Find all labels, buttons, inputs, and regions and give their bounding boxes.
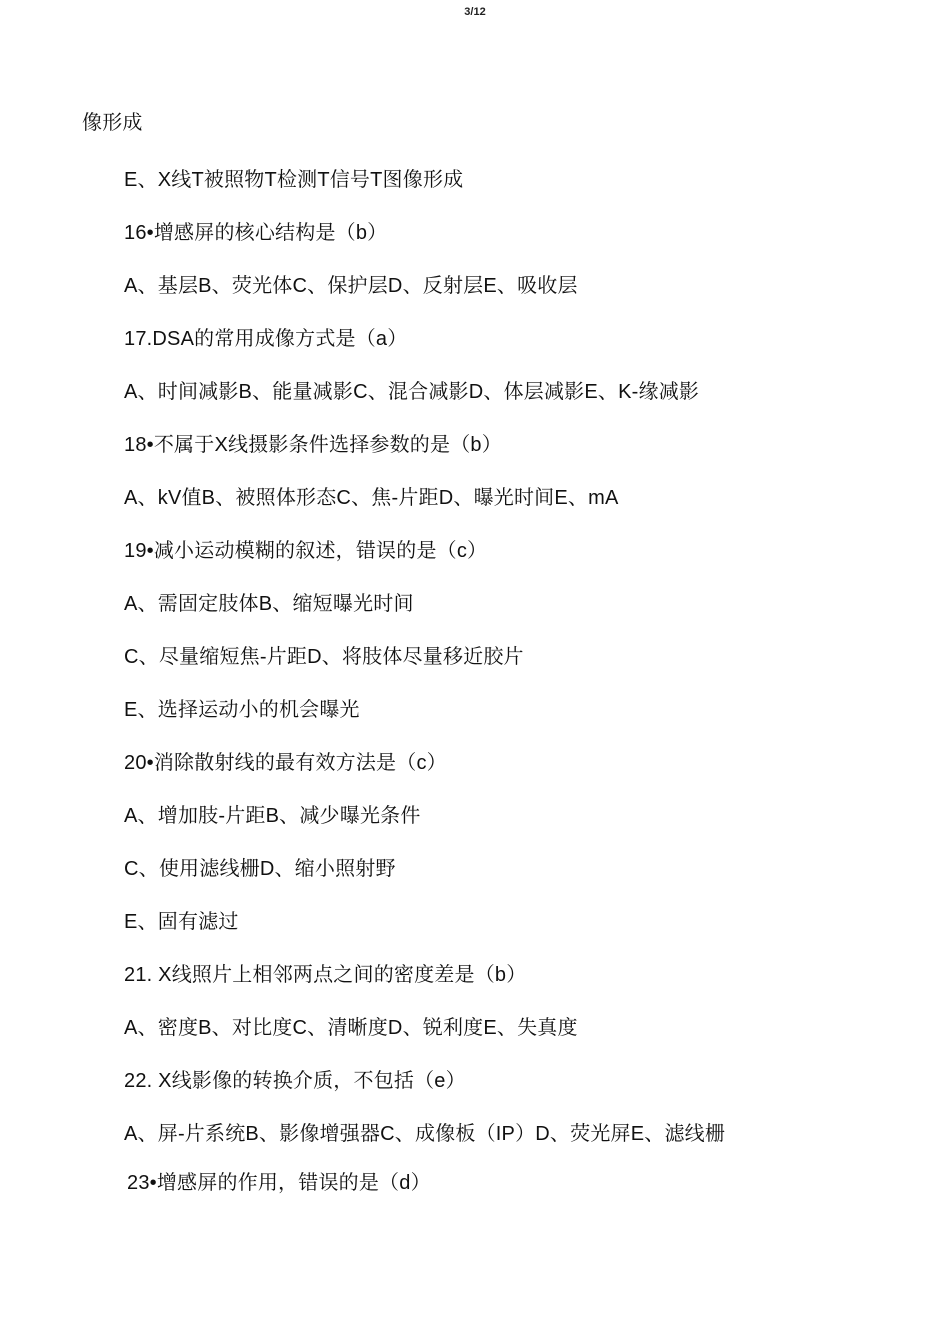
question-23: 23•增感屏的作用，错误的是（d） xyxy=(127,1172,431,1194)
options-q20-cd: C、使用滤线栅D、缩小照射野 xyxy=(124,858,396,880)
options-q22: A、屏-片系统B、影像增强器C、成像板（IP）D、荧光屏E、滤线栅 xyxy=(124,1123,726,1145)
question-16: 16•增感屏的核心结构是（b） xyxy=(124,222,388,244)
question-18: 18•不属于X线摄影条件选择参数的是（b） xyxy=(124,434,502,456)
options-q18: A、kV值B、被照体形态C、焦-片距D、曝光时间E、mA xyxy=(124,487,619,509)
question-22: 22. X线影像的转换介质，不包括（e） xyxy=(124,1070,466,1092)
question-19: 19•减小运动模糊的叙述，错误的是（c） xyxy=(124,540,488,562)
options-q19-e: E、选择运动小的机会曝光 xyxy=(124,699,360,721)
option-line-q15-e: E、X线T被照物T检测T信号T图像形成 xyxy=(124,169,464,191)
question-21: 21. X线照片上相邻两点之间的密度差是（b） xyxy=(124,964,527,986)
options-q21: A、密度B、对比度C、清晰度D、锐利度E、失真度 xyxy=(124,1017,578,1039)
options-q19-cd: C、尽量缩短焦-片距D、将肢体尽量移近胶片 xyxy=(124,646,524,668)
text-line-continuation: 像形成 xyxy=(82,112,143,134)
page-number: 3/12 xyxy=(464,6,486,18)
question-17: 17.DSA的常用成像方式是（a） xyxy=(124,328,408,350)
options-q17: A、时间减影B、能量减影C、混合减影D、体层减影E、K-缘减影 xyxy=(124,381,700,403)
options-q20-ab: A、增加肢-片距B、减少曝光条件 xyxy=(124,805,421,827)
options-q16: A、基层B、荧光体C、保护层D、反射层E、吸收层 xyxy=(124,275,578,297)
question-20: 20•消除散射线的最有效方法是（c） xyxy=(124,752,447,774)
options-q19-ab: A、需固定肢体B、缩短曝光时间 xyxy=(124,593,414,615)
options-q20-e: E、固有滤过 xyxy=(124,911,239,933)
